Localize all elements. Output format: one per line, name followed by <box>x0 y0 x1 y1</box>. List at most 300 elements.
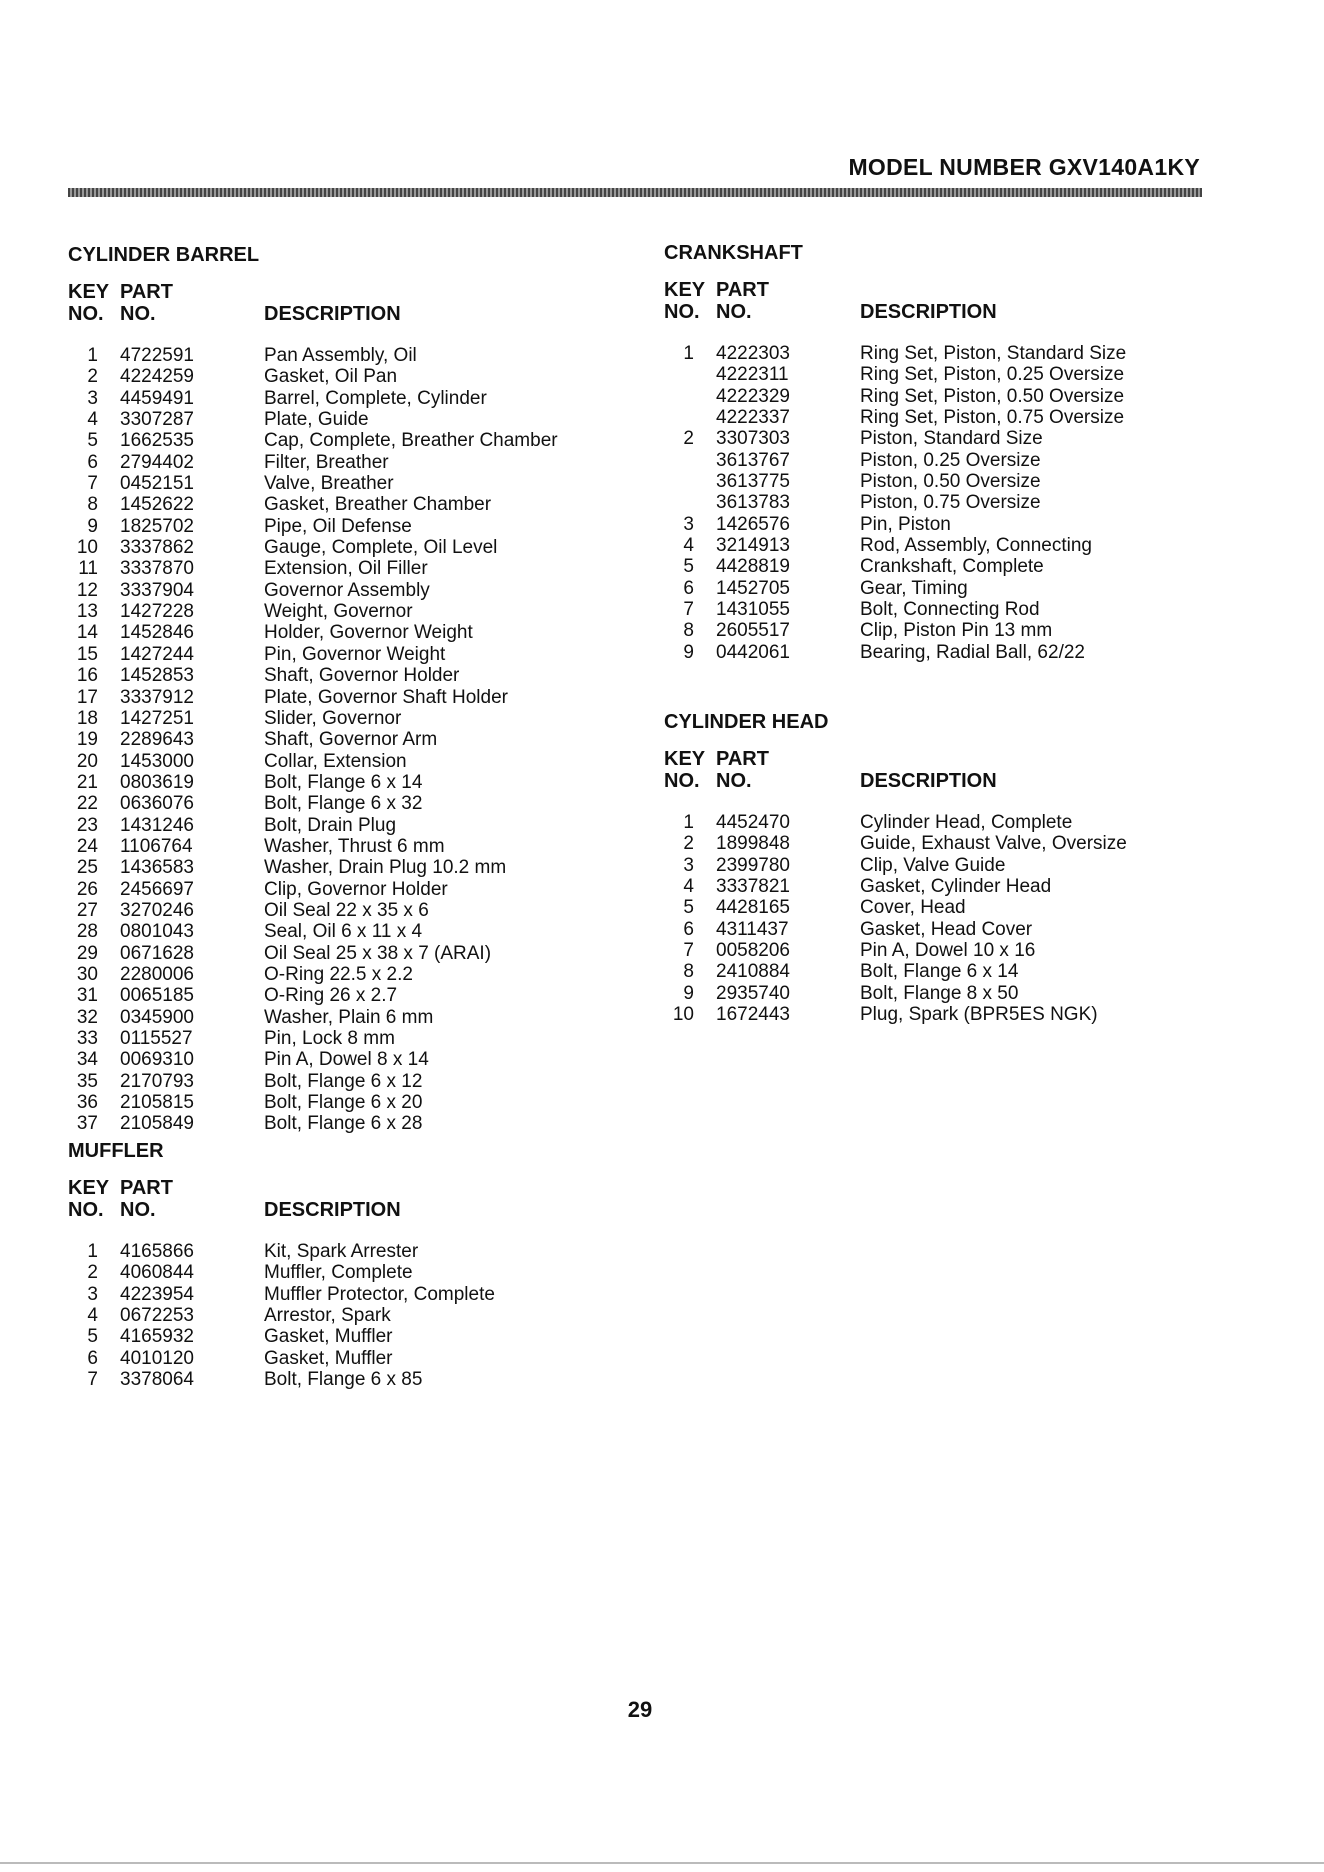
part-number: 0442061 <box>716 641 790 663</box>
parts-list <box>68 345 558 1135</box>
part-number: 4010120 <box>120 1347 194 1369</box>
part-number: 4222311 <box>716 364 789 386</box>
part-description: Gauge, Complete, Oil Level <box>264 537 498 559</box>
part-description: Clip, Governor Holder <box>264 878 448 900</box>
key-number: 37 <box>76 1113 98 1135</box>
part-number: 3307303 <box>716 428 790 450</box>
table-row <box>664 897 966 919</box>
part-number: 0069310 <box>120 1049 194 1071</box>
table-row <box>68 579 430 601</box>
column-header <box>664 748 997 796</box>
part-number: 4311437 <box>716 918 789 940</box>
key-number: 27 <box>76 899 98 921</box>
key-number: 5 <box>683 556 694 578</box>
key-number: 36 <box>76 1092 98 1114</box>
part-number: 1426576 <box>716 513 790 535</box>
key-number: 5 <box>87 1326 98 1348</box>
section-crankshaft <box>664 242 1127 663</box>
part-description: O-Ring 22.5 x 2.2 <box>264 963 413 985</box>
part-description: Piston, 0.50 Oversize <box>860 471 1041 493</box>
key-no-header-line1: KEY <box>68 1177 110 1199</box>
key-number: 25 <box>76 857 98 879</box>
part-description: Cover, Head <box>860 897 966 919</box>
part-number: 3378064 <box>120 1369 194 1391</box>
table-row <box>68 430 558 452</box>
part-no-header-line1: PART <box>716 279 769 301</box>
part-number: 2399780 <box>716 854 790 876</box>
part-number: 2456697 <box>120 878 194 900</box>
key-number: 8 <box>87 494 98 516</box>
part-description: Gasket, Oil Pan <box>264 366 398 388</box>
part-description: Pin, Governor Weight <box>264 643 446 665</box>
part-description: Gasket, Breather Chamber <box>264 494 492 516</box>
part-description: Pipe, Oil Defense <box>264 515 412 537</box>
part-description: Gasket, Head Cover <box>860 918 1033 940</box>
part-number: 1427244 <box>120 643 194 665</box>
part-description: Bolt, Flange 6 x 85 <box>264 1369 423 1391</box>
part-no-header-line1: PART <box>120 1177 173 1199</box>
key-number: 4 <box>87 1305 98 1327</box>
part-number: 0115527 <box>120 1028 193 1049</box>
key-no-header-line2: NO. <box>68 1199 104 1221</box>
key-number: 13 <box>76 601 98 623</box>
table-row <box>68 793 423 815</box>
part-description: Oil Seal 22 x 35 x 6 <box>264 899 429 921</box>
part-number: 1452705 <box>716 577 790 599</box>
part-number: 1452622 <box>120 494 194 516</box>
key-number: 22 <box>76 793 98 815</box>
part-number: 0636076 <box>120 793 194 815</box>
key-number: 33 <box>76 1028 98 1049</box>
part-description: Bearing, Radial Ball, 62/22 <box>860 641 1085 663</box>
section-cylinder-head <box>664 711 1127 1026</box>
part-number: 4222337 <box>716 407 790 429</box>
part-number: 3337821 <box>716 876 790 898</box>
key-number: 16 <box>76 665 98 687</box>
key-number: 9 <box>87 515 98 537</box>
part-number: 3337870 <box>120 558 194 580</box>
table-row <box>664 918 1033 940</box>
part-description: Bolt, Flange 6 x 14 <box>860 961 1019 983</box>
table-row <box>664 364 1125 386</box>
table-row <box>68 665 460 687</box>
part-description: Bolt, Flange 6 x 32 <box>264 793 423 815</box>
table-row <box>68 387 487 409</box>
key-number: 20 <box>76 750 98 772</box>
table-row <box>664 535 1092 557</box>
part-number: 0672253 <box>120 1305 194 1327</box>
description-header: DESCRIPTION <box>860 301 997 323</box>
key-number: 35 <box>76 1070 98 1092</box>
table-row <box>68 963 413 985</box>
key-number: 8 <box>683 620 694 642</box>
part-number: 3613783 <box>716 492 790 514</box>
key-number: 10 <box>76 537 98 559</box>
table-row <box>68 1028 395 1049</box>
table-row <box>664 556 1044 578</box>
part-description: Washer, Plain 6 mm <box>264 1006 434 1028</box>
part-description: Gasket, Muffler <box>264 1347 393 1369</box>
part-number: 2289643 <box>120 729 194 751</box>
part-description: Ring Set, Piston, 0.25 Oversize <box>860 364 1125 386</box>
part-no-header-line2: NO. <box>716 770 752 792</box>
table-row <box>68 857 507 879</box>
part-number: 4459491 <box>120 387 194 409</box>
table-row <box>68 921 423 943</box>
part-number: 1427251 <box>120 707 194 729</box>
part-description: Bolt, Flange 6 x 12 <box>264 1070 423 1092</box>
part-no-header-line1: PART <box>716 748 769 770</box>
part-description: Ring Set, Piston, Standard Size <box>860 343 1127 364</box>
part-description: Washer, Thrust 6 mm <box>264 835 445 857</box>
bottom-rule <box>0 1862 1324 1864</box>
part-description: Plate, Guide <box>264 409 369 431</box>
part-number: 3613767 <box>716 449 790 471</box>
part-number: 2605517 <box>716 620 790 642</box>
table-row <box>68 814 397 836</box>
table-row <box>68 1070 423 1092</box>
key-number: 6 <box>87 1347 98 1369</box>
part-number: 1431055 <box>716 599 790 621</box>
key-number: 3 <box>683 513 694 535</box>
table-row <box>664 471 1041 493</box>
key-number: 4 <box>87 409 98 431</box>
table-row <box>68 643 446 665</box>
table-row <box>68 409 369 431</box>
table-row <box>664 343 1127 364</box>
key-number: 23 <box>76 814 98 836</box>
part-description: Pin A, Dowel 8 x 14 <box>264 1049 429 1071</box>
part-number: 1825702 <box>120 515 194 537</box>
part-number: 0345900 <box>120 1006 194 1028</box>
key-number: 1 <box>87 1241 98 1262</box>
part-description: Muffler, Complete <box>264 1262 413 1284</box>
table-row <box>664 876 1052 898</box>
key-no-header-line2: NO. <box>68 303 104 325</box>
table-row <box>68 1326 393 1348</box>
table-row <box>68 515 412 537</box>
part-description: Crankshaft, Complete <box>860 556 1044 578</box>
key-number: 21 <box>76 771 98 793</box>
part-number: 0801043 <box>120 921 194 943</box>
key-number: 31 <box>76 985 98 1007</box>
part-description: Shaft, Governor Arm <box>264 729 438 751</box>
key-number: 4 <box>683 876 694 898</box>
part-number: 1106764 <box>120 835 193 857</box>
part-description: Bolt, Flange 6 x 14 <box>264 771 423 793</box>
part-number: 3337904 <box>120 579 194 601</box>
key-number: 14 <box>76 622 98 644</box>
table-row <box>68 1305 391 1327</box>
part-description: Valve, Breather <box>264 473 394 495</box>
table-row <box>68 1262 413 1284</box>
part-description: Arrestor, Spark <box>264 1305 391 1327</box>
key-number: 7 <box>683 940 694 962</box>
key-number: 6 <box>683 577 694 599</box>
part-description: Slider, Governor <box>264 707 402 729</box>
parts-list <box>664 812 1127 1026</box>
part-no-header-line2: NO. <box>120 1199 156 1221</box>
key-number: 6 <box>87 451 98 473</box>
table-row <box>664 833 1127 855</box>
description-header: DESCRIPTION <box>264 303 401 325</box>
part-description: Governor Assembly <box>264 579 430 601</box>
part-no-header-line2: NO. <box>716 301 752 323</box>
table-row <box>68 622 473 644</box>
parts-list <box>68 1241 495 1391</box>
key-no-header-line1: KEY <box>664 279 706 301</box>
key-number: 3 <box>87 1283 98 1305</box>
part-number: 3613775 <box>716 471 790 493</box>
part-number: 1672443 <box>716 1004 790 1026</box>
part-description: Ring Set, Piston, 0.75 Oversize <box>860 407 1125 429</box>
section-title: MUFFLER <box>68 1140 164 1162</box>
key-number: 2 <box>683 428 694 450</box>
table-row <box>664 854 1006 876</box>
key-no-header-line1: KEY <box>664 748 706 770</box>
key-number: 18 <box>76 707 98 729</box>
key-number: 2 <box>87 366 98 388</box>
part-number: 1431246 <box>120 814 194 836</box>
part-number: 1452846 <box>120 622 194 644</box>
part-description: Weight, Governor <box>264 601 413 623</box>
part-description: Piston, 0.75 Oversize <box>860 492 1041 514</box>
part-number: 2170793 <box>120 1070 194 1092</box>
part-description: Gasket, Muffler <box>264 1326 393 1348</box>
column-header <box>68 281 401 329</box>
part-number: 3307287 <box>120 409 194 431</box>
part-no-header-line2: NO. <box>120 303 156 325</box>
part-number: 1427228 <box>120 601 194 623</box>
key-no-header-line2: NO. <box>664 301 700 323</box>
model-number-title: MODEL NUMBER GXV140A1KY <box>848 154 1200 180</box>
part-description: Rod, Assembly, Connecting <box>860 535 1092 557</box>
key-number: 15 <box>76 643 98 665</box>
part-description: O-Ring 26 x 2.7 <box>264 985 398 1007</box>
part-number: 1452853 <box>120 665 194 687</box>
part-description: Bolt, Flange 8 x 50 <box>860 982 1019 1004</box>
key-number: 9 <box>683 982 694 1004</box>
table-row <box>68 537 498 559</box>
key-number: 9 <box>683 641 694 663</box>
key-number: 3 <box>683 854 694 876</box>
part-no-header-line1: PART <box>120 281 173 303</box>
key-number: 3 <box>87 387 98 409</box>
part-description: Bolt, Flange 6 x 20 <box>264 1092 423 1114</box>
part-number: 3270246 <box>120 899 194 921</box>
table-row <box>68 729 438 751</box>
table-row <box>68 686 508 708</box>
key-number: 2 <box>683 833 694 855</box>
part-number: 1453000 <box>120 750 194 772</box>
part-description: Cylinder Head, Complete <box>860 812 1073 833</box>
section-title: CYLINDER BARREL <box>68 244 260 266</box>
part-description: Oil Seal 25 x 38 x 7 (ARAI) <box>264 942 492 964</box>
part-number: 4224259 <box>120 366 194 388</box>
key-number: 19 <box>76 729 98 751</box>
table-row <box>664 982 1019 1004</box>
table-row <box>68 601 413 623</box>
column-header <box>68 1177 401 1225</box>
part-number: 0452151 <box>120 473 194 495</box>
table-row <box>68 1006 434 1028</box>
key-number: 8 <box>683 961 694 983</box>
key-number: 1 <box>683 343 694 364</box>
description-header: DESCRIPTION <box>860 770 997 792</box>
part-description: Holder, Governor Weight <box>264 622 473 644</box>
part-description: Collar, Extension <box>264 750 407 772</box>
table-row <box>664 599 1040 621</box>
table-row <box>664 385 1125 407</box>
section-title: CRANKSHAFT <box>664 242 803 264</box>
part-number: 4428819 <box>716 556 790 578</box>
part-description: Washer, Drain Plug 10.2 mm <box>264 857 507 879</box>
part-description: Muffler Protector, Complete <box>264 1283 495 1305</box>
table-row <box>68 1369 423 1391</box>
table-row <box>664 513 951 535</box>
part-number: 4722591 <box>120 345 194 366</box>
key-number: 7 <box>683 599 694 621</box>
key-number: 29 <box>76 942 98 964</box>
table-row <box>68 835 445 857</box>
part-number: 2105815 <box>120 1092 194 1114</box>
table-row <box>664 620 1053 642</box>
header-rule <box>68 188 1202 197</box>
key-number: 6 <box>683 918 694 940</box>
table-row <box>68 1347 393 1369</box>
part-number: 2794402 <box>120 451 194 473</box>
part-number: 1899848 <box>716 833 790 855</box>
key-number: 7 <box>87 473 98 495</box>
part-description: Bolt, Flange 6 x 28 <box>264 1113 423 1135</box>
part-number: 0803619 <box>120 771 194 793</box>
part-description: Pin A, Dowel 10 x 16 <box>860 940 1036 962</box>
part-number: 4223954 <box>120 1283 194 1305</box>
part-description: Guide, Exhaust Valve, Oversize <box>860 833 1127 855</box>
key-no-header-line2: NO. <box>664 770 700 792</box>
part-description: Pin, Lock 8 mm <box>264 1028 395 1049</box>
part-description: Gasket, Cylinder Head <box>860 876 1052 898</box>
key-number: 26 <box>76 878 98 900</box>
table-row <box>664 961 1019 983</box>
part-number: 4060844 <box>120 1262 194 1284</box>
table-row <box>68 942 492 964</box>
table-row <box>68 473 394 495</box>
table-row <box>68 1283 495 1305</box>
table-row <box>68 366 398 388</box>
part-description: Barrel, Complete, Cylinder <box>264 387 487 409</box>
table-row <box>68 707 402 729</box>
key-number: 5 <box>683 897 694 919</box>
part-number: 2105849 <box>120 1113 194 1135</box>
table-row <box>68 1092 423 1114</box>
table-row <box>664 407 1125 429</box>
key-number: 2 <box>87 1262 98 1284</box>
part-description: Cap, Complete, Breather Chamber <box>264 430 558 452</box>
table-row <box>664 449 1041 471</box>
parts-list <box>664 343 1127 663</box>
part-description: Bolt, Connecting Rod <box>860 599 1040 621</box>
key-number: 1 <box>87 345 98 366</box>
part-number: 4222329 <box>716 385 790 407</box>
part-number: 2410884 <box>716 961 790 983</box>
part-number: 4165866 <box>120 1241 194 1262</box>
part-number: 0058206 <box>716 940 790 962</box>
key-no-header-line1: KEY <box>68 281 110 303</box>
key-number: 30 <box>76 963 98 985</box>
table-row <box>68 1241 419 1262</box>
part-description: Seal, Oil 6 x 11 x 4 <box>264 921 423 943</box>
part-number: 3337862 <box>120 537 194 559</box>
part-description: Filter, Breather <box>264 451 389 473</box>
part-description: Clip, Piston Pin 13 mm <box>860 620 1053 642</box>
table-row <box>664 641 1085 663</box>
key-number: 24 <box>76 835 98 857</box>
part-description: Extension, Oil Filler <box>264 558 428 580</box>
key-number: 4 <box>683 535 694 557</box>
section-cylinder-barrel <box>68 244 558 1135</box>
part-description: Kit, Spark Arrester <box>264 1241 419 1262</box>
part-description: Clip, Valve Guide <box>860 854 1006 876</box>
key-number: 10 <box>672 1004 694 1026</box>
part-number: 2280006 <box>120 963 194 985</box>
part-description: Piston, 0.25 Oversize <box>860 449 1041 471</box>
table-row <box>664 492 1041 514</box>
key-number: 7 <box>87 1369 98 1391</box>
column-header <box>664 279 997 327</box>
part-description: Pan Assembly, Oil <box>264 345 417 366</box>
key-number: 5 <box>87 430 98 452</box>
table-row <box>664 428 1043 450</box>
part-number: 1662535 <box>120 430 194 452</box>
table-row <box>664 1004 1098 1026</box>
part-description: Shaft, Governor Holder <box>264 665 460 687</box>
key-number: 17 <box>76 686 98 708</box>
table-row <box>68 345 417 366</box>
key-number: 32 <box>76 1006 98 1028</box>
part-description: Plate, Governor Shaft Holder <box>264 686 508 708</box>
part-number: 2935740 <box>716 982 790 1004</box>
page-number: 29 <box>627 1697 653 1722</box>
table-row <box>68 771 423 793</box>
part-number: 4452470 <box>716 812 790 833</box>
part-description: Gear, Timing <box>860 577 968 599</box>
table-row <box>68 750 407 772</box>
part-description: Piston, Standard Size <box>860 428 1043 450</box>
key-number: 11 <box>78 558 98 580</box>
table-row <box>68 558 428 580</box>
part-number: 4428165 <box>716 897 790 919</box>
table-row <box>664 940 1036 962</box>
key-number: 1 <box>683 812 694 833</box>
part-description: Bolt, Drain Plug <box>264 814 397 836</box>
part-number: 3337912 <box>120 686 194 708</box>
table-row <box>664 812 1073 833</box>
part-number: 4222303 <box>716 343 790 364</box>
part-number: 3214913 <box>716 535 790 557</box>
part-number: 1436583 <box>120 857 194 879</box>
description-header: DESCRIPTION <box>264 1199 401 1221</box>
part-number: 0065185 <box>120 985 194 1007</box>
table-row <box>68 1049 429 1071</box>
section-title: CYLINDER HEAD <box>664 711 829 733</box>
table-row <box>68 985 398 1007</box>
key-number: 34 <box>76 1049 98 1071</box>
part-number: 0671628 <box>120 942 194 964</box>
key-number: 28 <box>76 921 98 943</box>
table-row <box>68 451 389 473</box>
part-description: Ring Set, Piston, 0.50 Oversize <box>860 385 1125 407</box>
